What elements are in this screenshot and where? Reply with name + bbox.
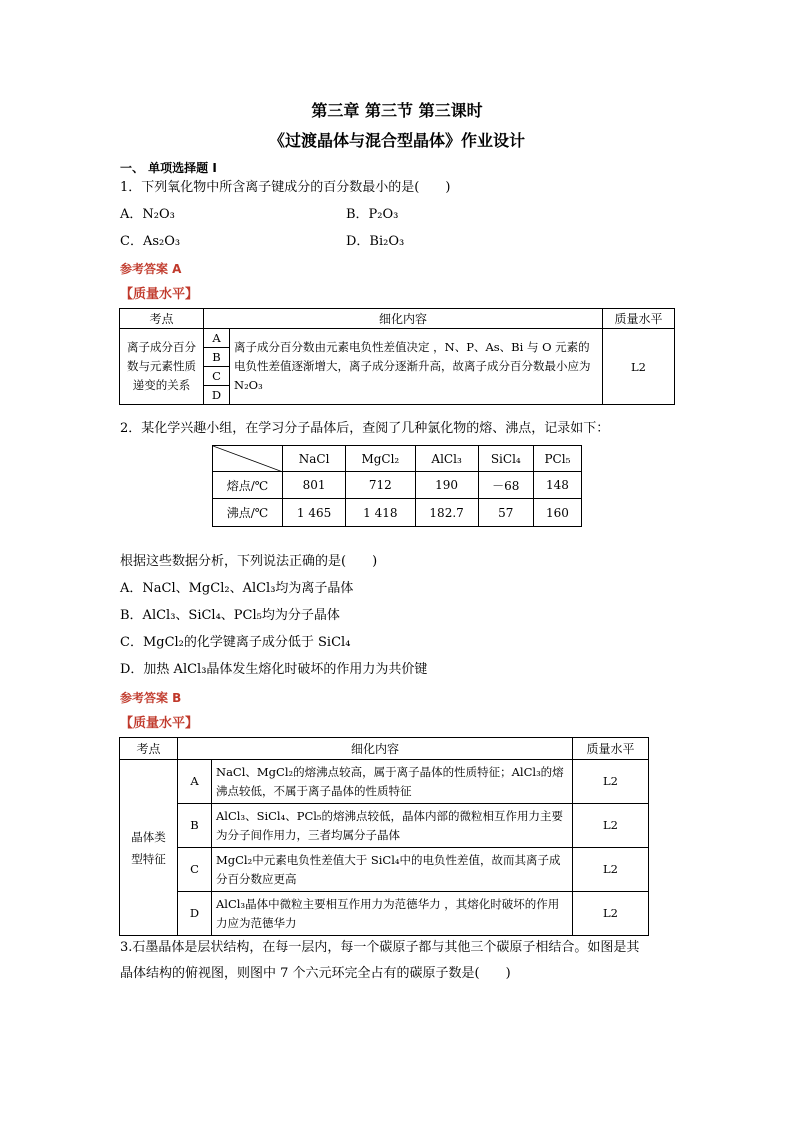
q1-level-cell: L2 bbox=[603, 329, 675, 405]
q2-level-c: L2 bbox=[573, 848, 649, 892]
q1-letter-c: C bbox=[204, 367, 230, 386]
diagonal-line bbox=[213, 446, 283, 472]
q1-stem: 1．下列氧化物中所含离子键成分的百分数最小的是( ) bbox=[120, 180, 451, 195]
q2-row-boiling bbox=[213, 499, 582, 527]
q1-th-level: 质量水平 bbox=[603, 309, 675, 329]
q2-cell: 1 465 bbox=[283, 499, 346, 527]
q2-letter-a: A bbox=[178, 760, 212, 804]
q2-level-a: L2 bbox=[573, 760, 649, 804]
q1-letter-b: B bbox=[204, 348, 230, 367]
q1-content-cell: 离子成分百分数由元素电负性差值决定 ，N、P、As、Bi 与 O 元素的电负性差值逐渐增大，离子成分逐渐升高，故离子成分百分数最小应为 N₂O₃ bbox=[230, 329, 603, 405]
q1-letter-a: A bbox=[204, 329, 230, 348]
q1-point-cell: 离子成分百分数与元素性质递变的关系 bbox=[120, 329, 204, 405]
q3-line-1: 3.石墨晶体是层状结构，在每一层内，每一个碳原子都与其他三个碳原子相结合。如图是其 bbox=[120, 940, 640, 955]
title-line-2: 《过渡晶体与混合型晶体》作业设计 bbox=[268, 131, 525, 150]
q1-option-d: D．Bi₂O₃ bbox=[346, 234, 405, 249]
q2-row-label: 熔点/℃ bbox=[213, 472, 283, 499]
q2-answer: 参考答案 B bbox=[120, 691, 182, 705]
q2-col-pcl5: PCl₅ bbox=[533, 446, 581, 472]
q1-option-a: A．N₂O₃ bbox=[120, 207, 175, 222]
q2-stem: 2．某化学兴趣小组，在学习分子晶体后，查阅了几种氯化物的熔、沸点，记录如下： bbox=[120, 421, 610, 436]
q2-cell: 190 bbox=[415, 472, 478, 499]
q2-row-label: 沸点/℃ bbox=[213, 499, 283, 527]
q2-row-melting bbox=[213, 472, 582, 499]
q2-th-content: 细化内容 bbox=[178, 738, 573, 760]
q1-quality-title: 【质量水平】 bbox=[120, 287, 199, 302]
q2-col-alcl3: AlCl₃ bbox=[415, 446, 478, 472]
q2-th-point: 考点 bbox=[120, 738, 178, 760]
section-heading: 一、 单项选择题 I bbox=[120, 161, 217, 175]
q2-option-a: A．NaCl、MgCl₂、AlCl₃均为离子晶体 bbox=[120, 581, 354, 596]
q1-option-b: B．P₂O₃ bbox=[346, 207, 399, 222]
q2-cell: 57 bbox=[478, 499, 533, 527]
q1-quality-table bbox=[119, 308, 675, 405]
q1-th-point: 考点 bbox=[120, 309, 204, 329]
q2-option-c: C．MgCl₂的化学键离子成分低于 SiCl₄ bbox=[120, 635, 351, 650]
q2-th-level: 质量水平 bbox=[573, 738, 649, 760]
q2-quality-title: 【质量水平】 bbox=[120, 716, 199, 731]
q3-line-2: 晶体结构的俯视图，则图中 7 个六元环完全占有的碳原子数是( ) bbox=[120, 966, 511, 981]
q2-letter-b: B bbox=[178, 804, 212, 848]
q2-cell: 801 bbox=[283, 472, 346, 499]
q2-cell: －68 bbox=[478, 472, 533, 499]
q2-cell: 148 bbox=[533, 472, 581, 499]
q2-option-d: D．加热 AlCl₃晶体发生熔化时破坏的作用力为共价键 bbox=[120, 662, 428, 677]
q2-data-table bbox=[212, 445, 582, 527]
q2-content-d: AlCl₃晶体中微粒主要相互作用力为范德华力 ，其熔化时破坏的作用力应为范德华力 bbox=[212, 892, 573, 936]
q1-th-content: 细化内容 bbox=[204, 309, 603, 329]
q1-letter-d: D bbox=[204, 386, 230, 405]
q2-prompt: 根据这些数据分析，下列说法正确的是( ) bbox=[120, 554, 378, 569]
q2-point-cell: 晶体类型特征 bbox=[120, 760, 178, 936]
q2-content-a: NaCl、MgCl₂的熔沸点较高，属于离子晶体的性质特征；AlCl₃的熔沸点较低，不属于离子晶体的性质特征 bbox=[212, 760, 573, 804]
title-line-1: 第三章 第三节 第三课时 bbox=[311, 101, 483, 120]
q2-letter-c: C bbox=[178, 848, 212, 892]
q2-option-b: B．AlCl₃、SiCl₄、PCl₅均为分子晶体 bbox=[120, 608, 340, 623]
q2-col-mgcl2: MgCl₂ bbox=[346, 446, 415, 472]
q2-col-sicl4: SiCl₄ bbox=[478, 446, 533, 472]
q2-cell: 182.7 bbox=[415, 499, 478, 527]
q2-content-c: MgCl₂中元素电负性差值大于 SiCl₄中的电负性差值，故而其离子成分百分数应更高 bbox=[212, 848, 573, 892]
q2-letter-d: D bbox=[178, 892, 212, 936]
q2-content-b: AlCl₃、SiCl₄、PCl₅的熔沸点较低，晶体内部的微粒相互作用力主要为分子间作用力，三者均属分子晶体 bbox=[212, 804, 573, 848]
q2-quality-table bbox=[119, 737, 649, 936]
q2-cell: 712 bbox=[346, 472, 415, 499]
q1-answer: 参考答案 A bbox=[120, 262, 182, 276]
q2-diagonal-header bbox=[213, 446, 283, 472]
q2-col-nacl: NaCl bbox=[283, 446, 346, 472]
q2-level-d: L2 bbox=[573, 892, 649, 936]
q2-cell: 1 418 bbox=[346, 499, 415, 527]
q2-level-b: L2 bbox=[573, 804, 649, 848]
q2-cell: 160 bbox=[533, 499, 581, 527]
q1-option-c: C．As₂O₃ bbox=[120, 234, 181, 249]
